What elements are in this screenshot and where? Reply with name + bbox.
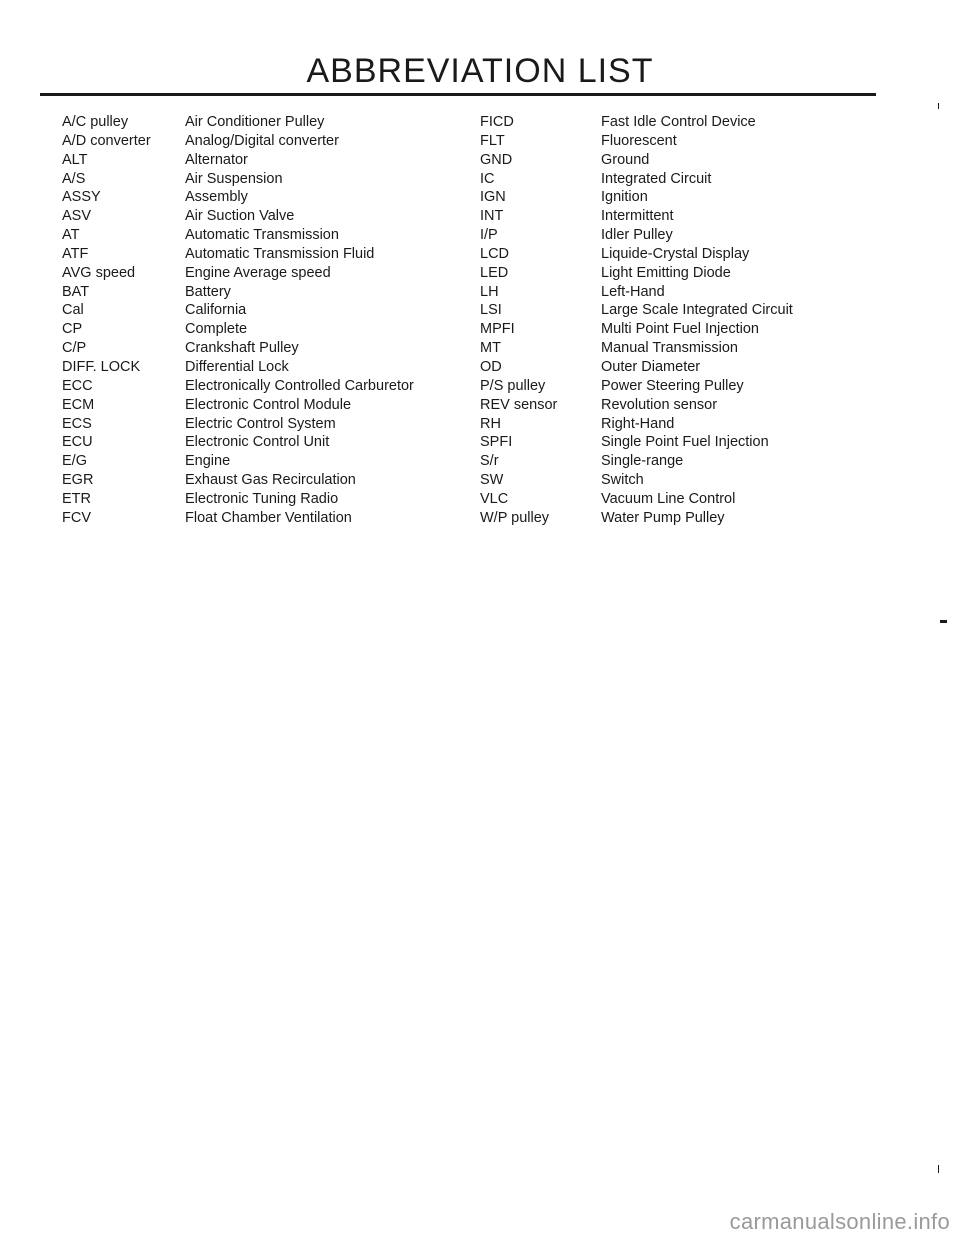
abbreviation-meaning: Single Point Fuel Injection bbox=[601, 434, 769, 451]
abbreviation-term: SPFI bbox=[480, 434, 513, 451]
abbreviation-term: A/S bbox=[62, 170, 86, 187]
abbreviation-meaning: Outer Diameter bbox=[601, 358, 701, 375]
abbreviation-meaning: Integrated Circuit bbox=[601, 170, 712, 187]
abbreviation-term: GND bbox=[480, 151, 513, 168]
abbreviation-meaning: California bbox=[185, 302, 247, 319]
abbreviation-meaning: Electronic Tuning Radio bbox=[185, 490, 339, 507]
abbreviation-meaning: Fast Idle Control Device bbox=[601, 114, 756, 130]
abbreviation-term: MPFI bbox=[480, 321, 515, 338]
abbreviation-term: DIFF. LOCK bbox=[62, 358, 141, 375]
scan-mark bbox=[940, 620, 947, 623]
abbreviation-term: AT bbox=[62, 227, 80, 244]
page-title: ABBREVIATION LIST bbox=[306, 52, 654, 90]
abbreviation-term: CP bbox=[62, 321, 83, 338]
abbreviation-term: ALT bbox=[62, 151, 88, 168]
abbreviation-term: ASV bbox=[62, 208, 92, 225]
abbreviation-term: C/P bbox=[62, 340, 87, 357]
title-divider bbox=[40, 93, 876, 96]
abbreviation-term: LH bbox=[480, 283, 499, 300]
abbreviation-meaning: Air Suspension bbox=[185, 170, 283, 187]
abbreviation-term: ATF bbox=[62, 245, 89, 262]
abbreviation-term: W/P pulley bbox=[480, 509, 550, 526]
abbreviation-meaning: Intermittent bbox=[601, 208, 674, 225]
scan-mark bbox=[938, 1165, 939, 1173]
abbreviation-term: P/S pulley bbox=[480, 377, 546, 394]
abbreviation-term: MT bbox=[480, 340, 501, 357]
abbreviation-meaning: Exhaust Gas Recirculation bbox=[185, 472, 356, 489]
abbreviation-meaning: Engine Average speed bbox=[185, 264, 331, 281]
left-meaning-column bbox=[185, 113, 414, 528]
abbreviation-term: INT bbox=[480, 208, 504, 225]
scan-mark bbox=[938, 103, 939, 109]
abbreviation-meaning: Differential Lock bbox=[185, 358, 289, 375]
abbreviation-meaning: Electronic Control Module bbox=[185, 396, 352, 413]
right-abbreviation-column bbox=[480, 113, 557, 528]
abbreviation-meaning: Right-Hand bbox=[601, 415, 675, 432]
abbreviation-term: LSI bbox=[480, 302, 502, 319]
abbreviation-term: SW bbox=[480, 472, 504, 489]
abbreviation-term: S/r bbox=[480, 453, 499, 470]
abbreviation-meaning: Float Chamber Ventilation bbox=[185, 509, 352, 526]
right-meaning-column bbox=[601, 113, 793, 528]
abbreviation-term: EGR bbox=[62, 472, 94, 489]
abbreviation-meaning: Multi Point Fuel Injection bbox=[601, 321, 759, 338]
abbreviation-meaning: Liquide-Crystal Display bbox=[601, 245, 750, 262]
abbreviation-meaning: Manual Transmission bbox=[601, 340, 738, 357]
abbreviation-meaning: Light Emitting Diode bbox=[601, 264, 731, 281]
abbreviation-term: RH bbox=[480, 415, 501, 432]
abbreviation-meaning: Ignition bbox=[601, 189, 648, 206]
abbreviation-meaning: Air Conditioner Pulley bbox=[185, 114, 325, 130]
abbreviation-term: LCD bbox=[480, 245, 510, 262]
watermark-text: carmanualsonline.info bbox=[729, 1209, 950, 1234]
abbreviation-term: E/G bbox=[62, 453, 87, 470]
abbreviation-term: IGN bbox=[480, 189, 506, 206]
abbreviation-term: ECS bbox=[62, 415, 92, 432]
left-abbreviation-column bbox=[62, 113, 151, 528]
abbreviation-term: Cal bbox=[62, 302, 84, 319]
abbreviation-term: FCV bbox=[62, 509, 91, 526]
abbreviation-term: FLT bbox=[480, 132, 505, 149]
abbreviation-meaning: Switch bbox=[601, 472, 644, 489]
abbreviation-term: ECU bbox=[62, 434, 93, 451]
abbreviation-meaning: Assembly bbox=[185, 189, 248, 206]
abbreviation-term: I/P bbox=[480, 227, 498, 244]
abbreviation-meaning: Air Suction Valve bbox=[185, 208, 295, 225]
abbreviation-meaning: Large Scale Integrated Circuit bbox=[601, 302, 793, 319]
abbreviation-term: ECM bbox=[62, 396, 95, 413]
abbreviation-term: OD bbox=[480, 358, 502, 375]
abbreviation-term: ASSY bbox=[62, 189, 101, 206]
abbreviation-meaning: Alternator bbox=[185, 151, 248, 168]
abbreviation-meaning: Crankshaft Pulley bbox=[185, 340, 299, 357]
abbreviation-term: ECC bbox=[62, 377, 93, 394]
abbreviation-term: A/C pulley bbox=[62, 114, 129, 130]
abbreviation-term: LED bbox=[480, 264, 509, 281]
abbreviation-meaning: Engine bbox=[185, 453, 231, 470]
abbreviation-term: IC bbox=[480, 170, 495, 187]
abbreviation-meaning: Automatic Transmission bbox=[185, 227, 339, 244]
abbreviation-meaning: Electric Control System bbox=[185, 415, 336, 432]
abbreviation-meaning: Analog/Digital converter bbox=[185, 132, 339, 149]
abbreviation-meaning: Revolution sensor bbox=[601, 396, 718, 413]
abbreviation-meaning: Idler Pulley bbox=[601, 227, 673, 244]
abbreviation-term: FICD bbox=[480, 114, 514, 130]
abbreviation-term: AVG speed bbox=[62, 264, 136, 281]
abbreviation-term: BAT bbox=[62, 283, 90, 300]
abbreviation-term: VLC bbox=[480, 490, 509, 507]
abbreviation-meaning: Electronic Control Unit bbox=[185, 434, 330, 451]
abbreviation-term: A/D converter bbox=[62, 132, 151, 149]
abbreviation-meaning: Fluorescent bbox=[601, 132, 677, 149]
abbreviation-meaning: Left-Hand bbox=[601, 283, 665, 300]
abbreviation-meaning: Single-range bbox=[601, 453, 684, 470]
abbreviation-term: ETR bbox=[62, 490, 91, 507]
abbreviation-meaning: Ground bbox=[601, 151, 650, 168]
abbreviation-meaning: Vacuum Line Control bbox=[601, 490, 736, 507]
abbreviation-meaning: Automatic Transmission Fluid bbox=[185, 245, 375, 262]
abbreviation-meaning: Water Pump Pulley bbox=[601, 509, 725, 526]
abbreviation-meaning: Complete bbox=[185, 321, 248, 338]
abbreviation-meaning: Battery bbox=[185, 283, 231, 300]
abbreviation-meaning: Electronically Controlled Carburetor bbox=[185, 377, 414, 394]
abbreviation-meaning: Power Steering Pulley bbox=[601, 377, 744, 394]
abbreviation-term: REV sensor bbox=[480, 396, 558, 413]
